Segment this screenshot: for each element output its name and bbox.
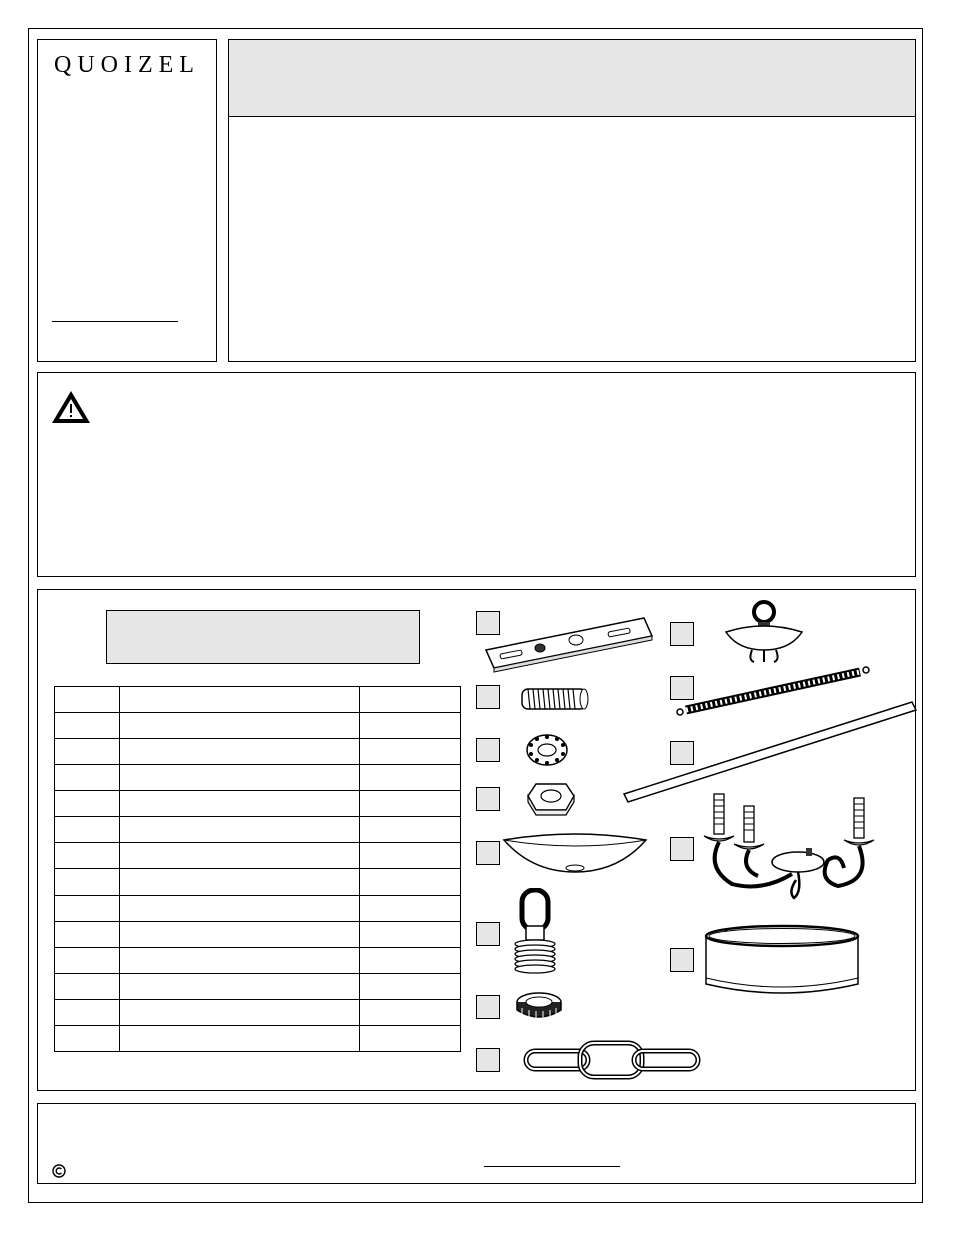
table-cell: [120, 895, 360, 921]
arm-assembly-icon: [702, 788, 892, 912]
table-cell: [360, 843, 461, 869]
table-row: [55, 765, 461, 791]
table-cell: [360, 817, 461, 843]
table-cell: [360, 921, 461, 947]
part-tag: [476, 841, 500, 865]
footer-rule: [484, 1166, 620, 1167]
part-tag: [670, 837, 694, 861]
threaded-nipple-icon: [516, 683, 596, 715]
table-row: [55, 973, 461, 999]
part-tag: [670, 622, 694, 646]
table-row: [55, 687, 461, 713]
table-cell: [360, 687, 461, 713]
parts-box: [37, 589, 916, 1091]
table-cell: [120, 791, 360, 817]
table-cell: [360, 895, 461, 921]
table-cell: [55, 817, 120, 843]
table-cell: [120, 843, 360, 869]
table-cell: [360, 947, 461, 973]
table-cell: [55, 687, 120, 713]
table-cell: [55, 843, 120, 869]
canopy-icon: [500, 830, 650, 878]
table-cell: [55, 765, 120, 791]
ring-nut-icon: [512, 988, 566, 1022]
part-tag: [476, 787, 500, 811]
table-cell: [55, 999, 120, 1025]
lock-washer-icon: [524, 730, 570, 770]
warning-triangle-icon: [50, 389, 92, 425]
hex-nut-icon: [526, 780, 576, 818]
table-row: [55, 843, 461, 869]
table-row: [55, 947, 461, 973]
drum-shade-icon: [702, 922, 862, 1004]
brand-box: [37, 39, 217, 362]
table-cell: [120, 921, 360, 947]
table-cell: [55, 713, 120, 739]
part-tag: [476, 738, 500, 762]
table-row: [55, 1025, 461, 1051]
table-cell: [55, 1025, 120, 1051]
part-tag: [476, 1048, 500, 1072]
table-cell: [120, 947, 360, 973]
table-row: [55, 999, 461, 1025]
brand-logo: QUOIZEL: [54, 52, 200, 78]
table-row: [55, 895, 461, 921]
table-cell: [360, 973, 461, 999]
title-band: [229, 40, 915, 117]
table-cell: [120, 687, 360, 713]
table-row: [55, 791, 461, 817]
table-cell: [55, 921, 120, 947]
table-cell: [360, 791, 461, 817]
table-cell: [120, 713, 360, 739]
table-cell: [120, 817, 360, 843]
table-cell: [120, 765, 360, 791]
loop-icon: [508, 888, 568, 980]
table-cell: [120, 973, 360, 999]
chain-icon: [522, 1039, 704, 1083]
table-cell: [360, 1025, 461, 1051]
table-cell: [55, 869, 120, 895]
part-tag: [476, 922, 500, 946]
table-cell: [120, 739, 360, 765]
table-row: [55, 739, 461, 765]
table-cell: [360, 765, 461, 791]
copyright-icon: [52, 1164, 66, 1178]
table-row: [55, 817, 461, 843]
table-row: [55, 713, 461, 739]
part-tag: [476, 685, 500, 709]
parts-table: [54, 686, 461, 1052]
table-row: [55, 869, 461, 895]
part-tag: [670, 948, 694, 972]
parts-header-band: [106, 610, 420, 664]
footer-box: [37, 1103, 916, 1184]
table-row: [55, 921, 461, 947]
table-cell: [55, 791, 120, 817]
part-tag: [476, 995, 500, 1019]
table-cell: [120, 869, 360, 895]
table-cell: [55, 973, 120, 999]
table-cell: [360, 999, 461, 1025]
crossbar-icon: [480, 608, 660, 676]
table-cell: [55, 947, 120, 973]
warning-box: [37, 372, 916, 577]
table-cell: [360, 739, 461, 765]
table-cell: [120, 999, 360, 1025]
parts-table-body: [55, 687, 461, 1052]
table-cell: [55, 739, 120, 765]
brand-rule: [52, 321, 178, 322]
title-box: [228, 39, 916, 362]
table-cell: [360, 713, 461, 739]
table-cell: [360, 869, 461, 895]
table-cell: [120, 1025, 360, 1051]
table-cell: [55, 895, 120, 921]
canopy-loop-icon: [718, 598, 810, 666]
